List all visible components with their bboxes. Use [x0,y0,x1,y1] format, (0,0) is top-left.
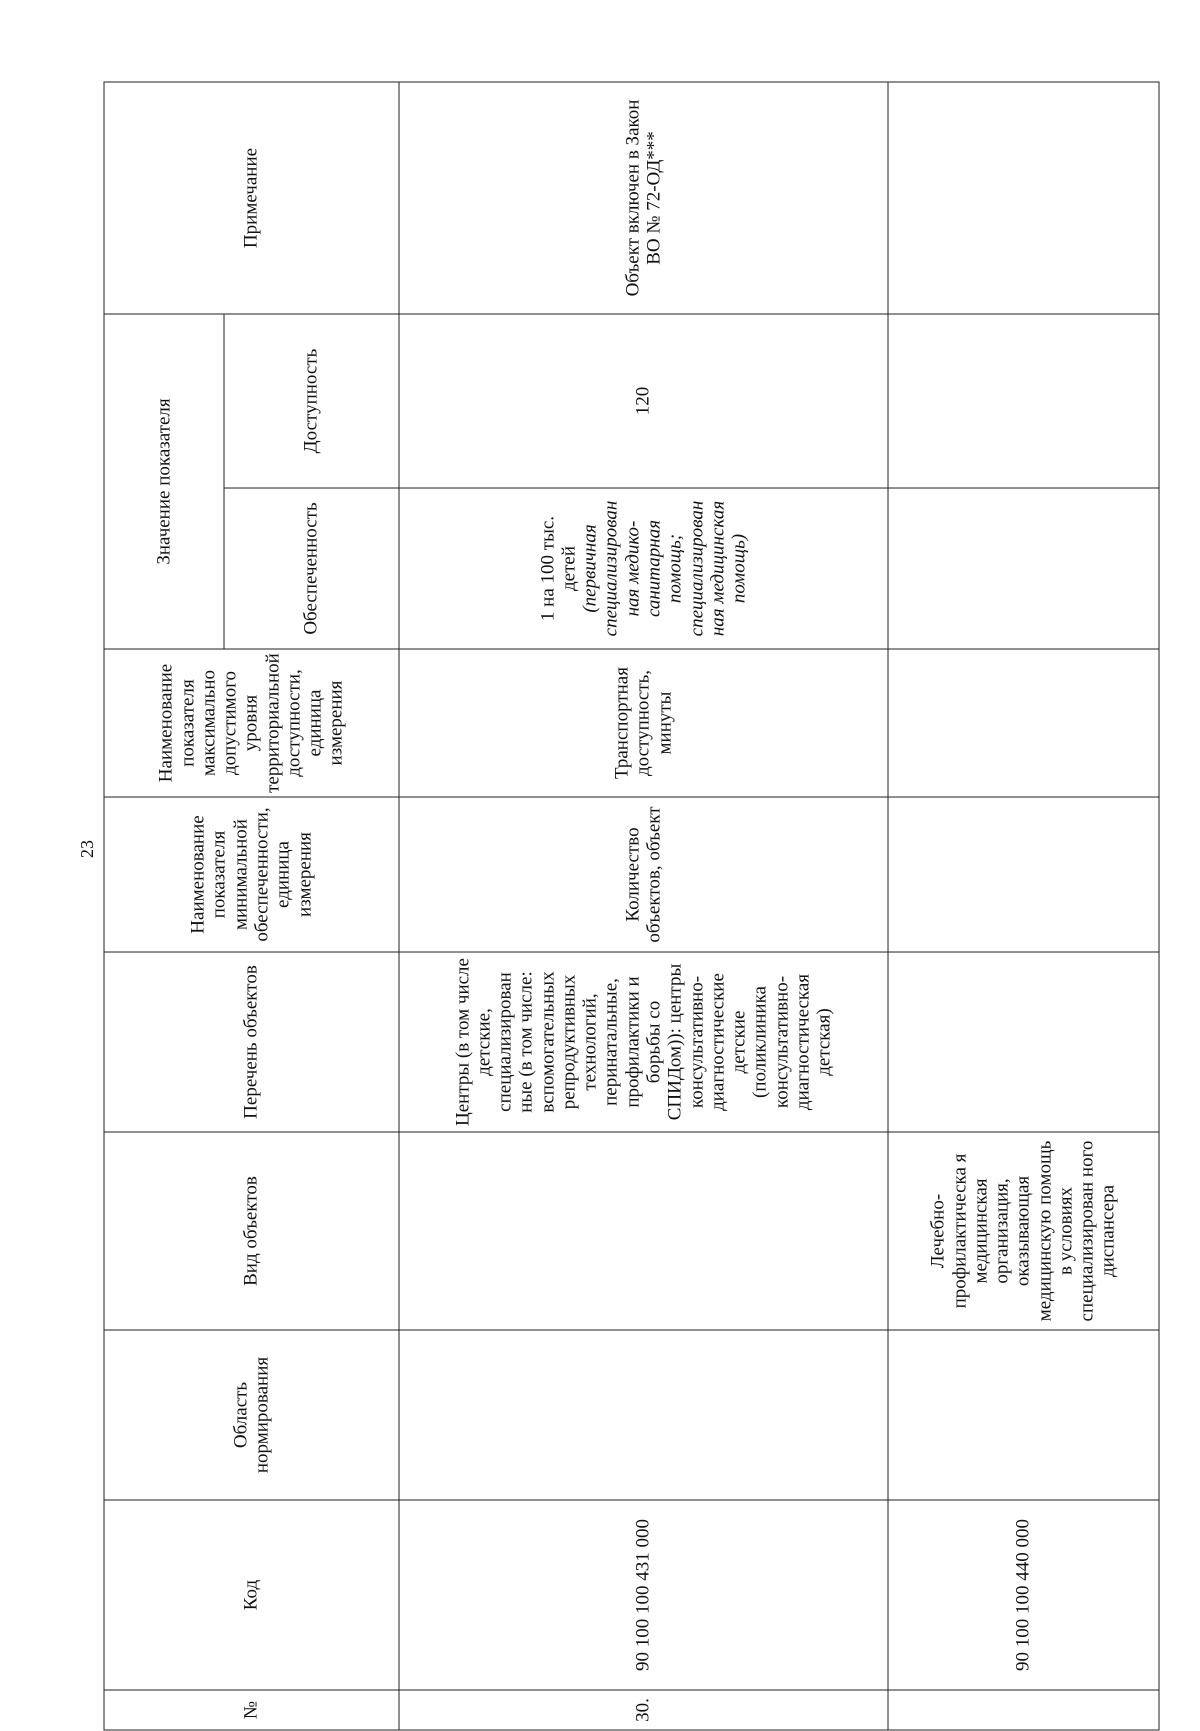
row-min-indicator [888,797,1159,952]
provision-main: 1 на 100 тыс. детей [537,515,580,622]
header-value-group: Значение показателя [104,314,224,649]
header-accessibility: Доступность [224,314,399,488]
row-kind: Лечебно-профилактическа я медицинская организация, оказывающая медицинскую помощь в условиях специализирован ного диспансера [888,1132,1159,1330]
header-num: № [104,1690,399,1730]
row-list: Центры (в том числе детские, специализирован ные (в том числе: вспомогательных репродуктивных технологий, перинатальные, профилактики и борьбы со СПИДом)): центры консультативно-диагностические детские (поликлиника консультативно-диагностическая детская) [399,952,888,1132]
table-row [399,82,888,1730]
row-num: 30. [399,1690,888,1730]
row-area [888,1330,1159,1500]
row-accessibility: 120 [399,314,888,488]
row-code: 90 100 100 440 000 [888,1500,1159,1690]
row-num [888,1690,1159,1730]
header-row [104,82,224,1730]
header-note: Примечание [104,82,399,314]
header-min-indicator: Наименование показателя минимальной обеспеченности, единица измерения [104,797,399,952]
table-container [121,64,1119,1722]
header-max-indicator: Наименование показателя максимально допустимого уровня территориальной доступности, единица измерения [104,649,399,797]
row-max-indicator: Транспортная доступность, минуты [399,649,888,797]
header-provision: Обеспеченность [224,488,399,649]
row-note [888,82,1159,314]
row-provision [399,488,888,649]
header-code: Код [104,1500,399,1690]
row-min-indicator: Количество объектов, объект [399,797,888,952]
row-provision [888,488,1159,649]
table-row [888,82,1159,1730]
row-note: Объект включен в Закон ВО № 72-ОД*** [399,82,888,314]
row-max-indicator [888,649,1159,797]
provision-note: (первичная специализирован ная медико-санитарная помощь; специализирован ная медицинская помощь) [579,500,750,637]
row-accessibility [888,314,1159,488]
page-number: 23 [77,840,97,858]
row-code: 90 100 100 431 000 [399,1500,888,1690]
row-area [399,1330,888,1500]
header-kind: Вид объектов [104,1132,399,1330]
normative-table [104,81,1160,1730]
row-list [888,952,1159,1132]
header-list: Перечень объектов [104,952,399,1132]
header-area: Область нормирования [104,1330,399,1500]
row-kind [399,1132,888,1330]
